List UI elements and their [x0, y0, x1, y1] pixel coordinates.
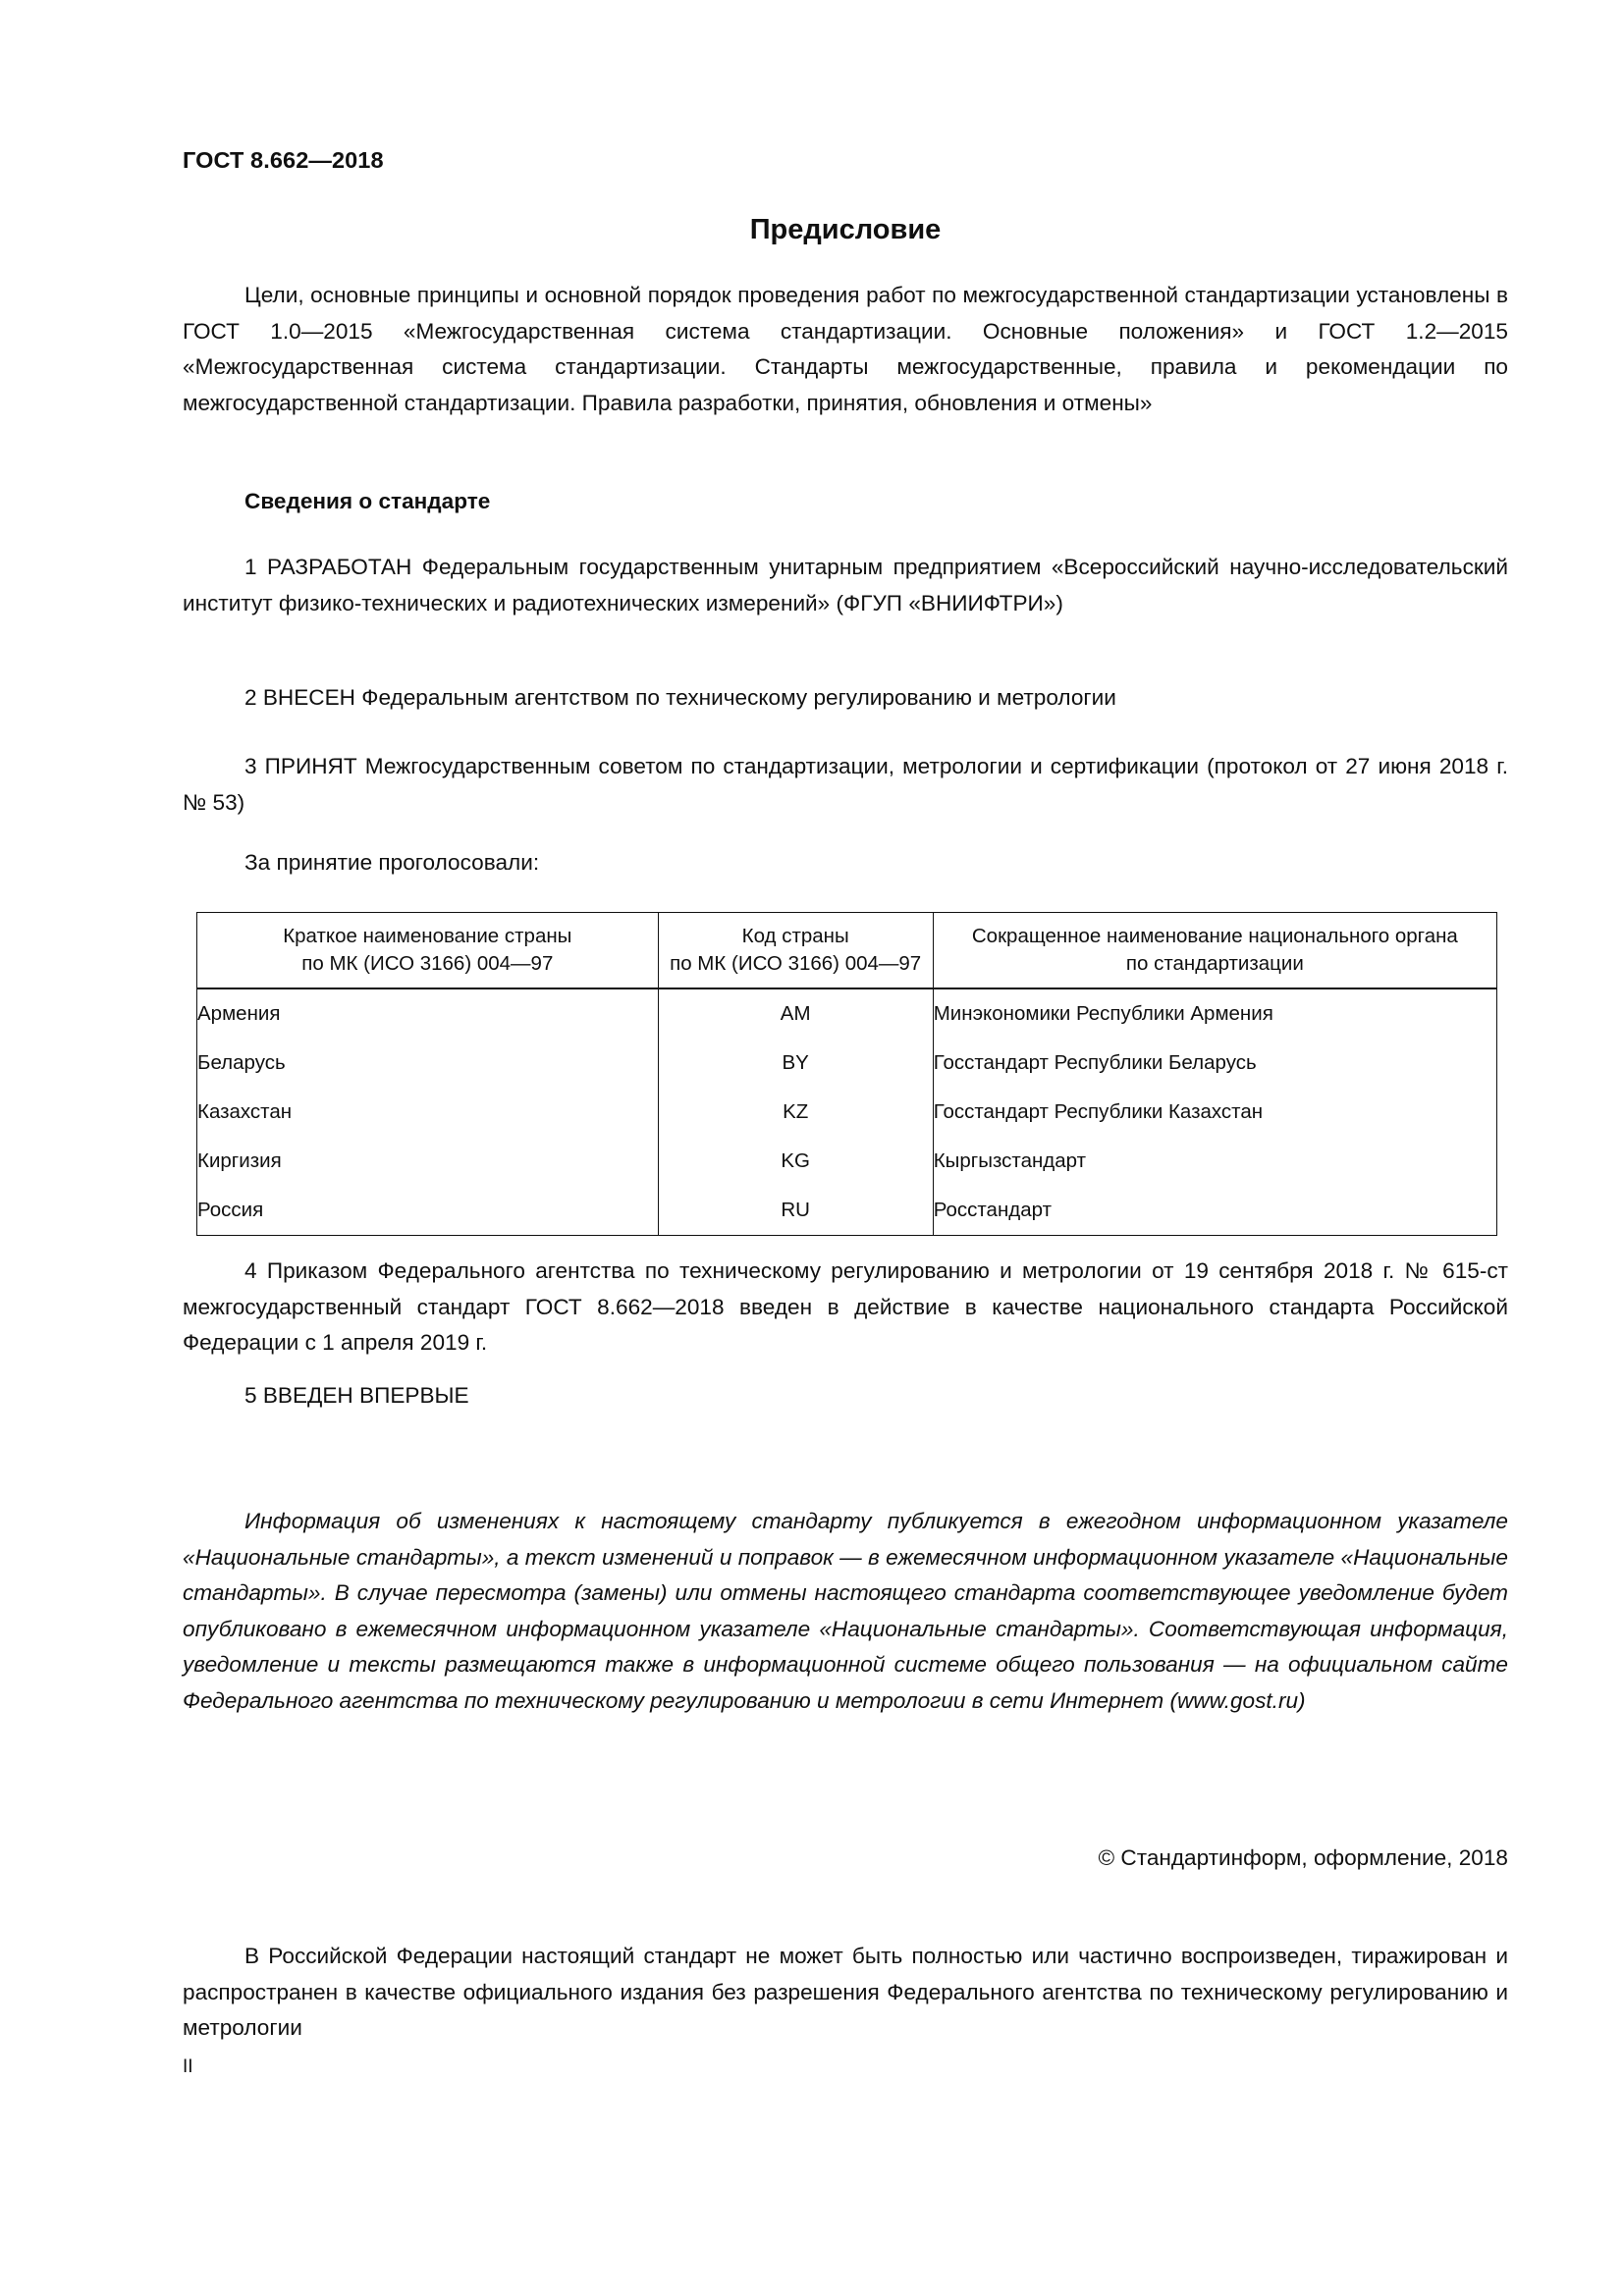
table-header-country-line1: Краткое наименование страны: [283, 925, 572, 947]
cell-body: Госстандарт Республики Казахстан: [933, 1088, 1496, 1137]
cell-body: Госстандарт Республики Беларусь: [933, 1039, 1496, 1088]
vote-intro-block: [183, 845, 1508, 881]
table-head: [197, 913, 1497, 989]
page-title: Предисловие: [749, 214, 942, 245]
table-row: [197, 1137, 1497, 1186]
table-header-body: [933, 913, 1496, 989]
table-header-code-line1: Код страны: [741, 925, 849, 947]
item-4-block: [183, 1254, 1508, 1362]
item-2: 2 ВНЕСЕН Федеральным агентством по техническому регулированию и метрологии: [244, 685, 1116, 710]
section-heading-standard-info: Сведения о стандарте: [244, 489, 491, 513]
item-5: 5 ВВЕДЕН ВПЕРВЫЕ: [244, 1383, 469, 1408]
cell-country: Россия: [197, 1186, 659, 1236]
cell-body: Минэкономики Республики Армения: [933, 988, 1496, 1039]
vote-intro: За принятие проголосовали:: [244, 850, 540, 875]
cell-body: Росстандарт: [933, 1186, 1496, 1236]
table-header-country-line2: по МК (ИСО 3166) 004—97: [301, 952, 554, 975]
cell-country: Армения: [197, 988, 659, 1039]
standard-number-header: ГОСТ 8.662—2018: [183, 147, 384, 173]
table-row: [197, 1088, 1497, 1137]
cell-country: Беларусь: [197, 1039, 659, 1088]
item-4: 4 Приказом Федерального агентства по техническому регулированию и метрологии от 19 сентября 2018 г. № 615-ст межгосударственный стандарт ГОСТ 8.662—2018 введен в действие в качестве национального стандарта Российской Федерации с 1 апреля 2019 г.: [183, 1258, 1508, 1355]
table-header-row: [197, 913, 1497, 989]
cell-country: Киргизия: [197, 1137, 659, 1186]
intro-paragraph: Цели, основные принципы и основной порядок проведения работ по межгосударственной стандартизации установлены в ГОСТ 1.0—2015 «Межгосударственная система стандартизации. Основные положения» и ГОСТ 1.2—2015 «Межгосударственная система стандартизации. Стандарты межгосударственные, правила и рекомендации по межгосударственной стандартизации. Правила разработки, принятия, обновления и отмены»: [183, 283, 1508, 415]
cell-code: KZ: [658, 1088, 933, 1137]
cell-code: AM: [658, 988, 933, 1039]
item-3: 3 ПРИНЯТ Межгосударственным советом по стандартизации, метрологии и сертификации (протокол от 27 июня 2018 г. № 53): [183, 754, 1508, 815]
item-2-block: [183, 680, 1508, 717]
cell-code: RU: [658, 1186, 933, 1236]
amendments-notice: Информация об изменениях к настоящему стандарту публикуется в ежегодном информационном указателе «Национальные стандарты», а текст изменений и поправок — в ежемесячном информационном указателе «Национальные стандарты». В случае пересмотра (замены) или отмены настоящего стандарта соответствующее уведомление будет опубликовано в ежемесячном информационном указателе «Национальные стандарты». Соответствующая информация, уведомление и тексты размещаются также в информационной системе общего пользования — на официальном сайте Федерального агентства по техническому регулированию и метрологии в сети Интернет (www.gost.ru): [183, 1509, 1508, 1713]
item-1: 1 РАЗРАБОТАН Федеральным государственным унитарным предприятием «Всероссийский научно-исследовательский институт физико-технических и радиотехнических измерений» (ФГУП «ВНИИФТРИ»): [183, 555, 1508, 615]
table-row: [197, 1039, 1497, 1088]
table-header-code: [658, 913, 933, 989]
table-header-country: [197, 913, 659, 989]
table-row: [197, 988, 1497, 1039]
table-row: [197, 1186, 1497, 1236]
cell-code: BY: [658, 1039, 933, 1088]
item-3-block: [183, 749, 1508, 821]
table-header-body-line2: по стандартизации: [1125, 952, 1304, 975]
copyright-line: © Стандартинформ, оформление, 2018: [1098, 1845, 1508, 1870]
reproduction-notice: В Российской Федерации настоящий стандарт не может быть полностью или частично воспроизведен, тиражирован и распространен в качестве официального издания без разрешения Федерального агентства по техническому регулированию и метрологии: [183, 1944, 1508, 2040]
table-body: [197, 988, 1497, 1236]
amendments-notice-block: [183, 1504, 1508, 1719]
reproduction-notice-block: [183, 1939, 1508, 2047]
cell-body: Кыргызстандарт: [933, 1137, 1496, 1186]
cell-country: Казахстан: [197, 1088, 659, 1137]
cell-code: KG: [658, 1137, 933, 1186]
item-5-block: [183, 1378, 1508, 1415]
voting-countries-table: [196, 912, 1497, 1236]
table-header-code-line2: по МК (ИСО 3166) 004—97: [670, 952, 922, 975]
item-1-block: [183, 550, 1508, 621]
intro-paragraph-block: [183, 278, 1508, 421]
page-number: II: [183, 2056, 193, 2077]
table-header-body-line1: Сокращенное наименование национального органа: [971, 925, 1458, 947]
